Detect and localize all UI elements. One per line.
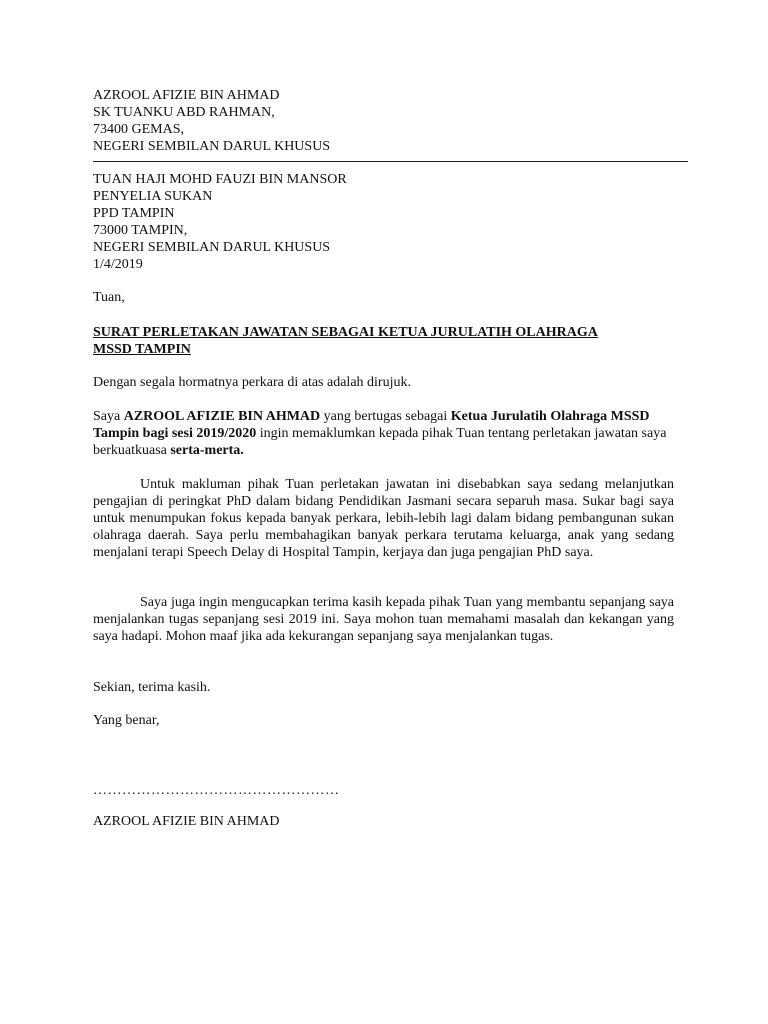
recipient-name: TUAN HAJI MOHD FAUZI BIN MANSOR: [93, 172, 347, 187]
sender-postcode-city: 73400 GEMAS,: [93, 122, 185, 137]
subject-line-1: SURAT PERLETAKAN JAWATAN SEBAGAI KETUA JURULATIH OLAHRAGA: [93, 325, 598, 340]
sender-school: SK TUANKU ABD RAHMAN,: [93, 105, 275, 120]
subject-line-2: MSSD TAMPIN: [93, 342, 191, 357]
paragraph-3: Saya juga ingin mengucapkan terima kasih kepada pihak Tuan yang membantu sepanjang saya menjalankan tugas sepanjang sesi 2019 ini. Saya mohon tuan memahami masalah dan kekangan yang saya hadapi. Mohon maaf jika ada kekurangan sepanjang saya menjalankan tugas.: [93, 595, 674, 644]
paragraph-2: Untuk makluman pihak Tuan perletakan jawatan ini disebabkan saya sedang melanjutkan pengajian di peringkat PhD dalam bidang Pendidikan Jasmani secara separuh masa. Sukar bagi saya untuk menumpukan fokus kepada banyak perkara, lebih-lebih lagi dalam bidang pembangunan sukan olahraga daerah. Saya perlu membahagikan banyak perkara terutama keluarga, anak yang sedang menjalani terapi Speech Delay di Hospital Tampin, kerjaya dan juga pengajian PhD saya.: [93, 477, 674, 560]
recipient-position: PENYELIA SUKAN: [93, 189, 213, 204]
recipient-address: [93, 171, 674, 273]
sender-state: NEGERI SEMBILAN DARUL KHUSUS: [93, 139, 331, 154]
recipient-state: NEGERI SEMBILAN DARUL KHUSUS: [93, 240, 331, 255]
sender-address: [93, 87, 674, 155]
signature-line: ……………………………………………: [93, 783, 340, 798]
paragraph-1: [93, 408, 674, 459]
para1-effective: serta-merta.: [170, 443, 244, 458]
signatory-name: AZROOL AFIZIE BIN AHMAD: [93, 814, 280, 829]
header-divider: [93, 161, 688, 162]
para1-sender-name: AZROOL AFIZIE BIN AHMAD: [123, 409, 321, 424]
closing: Sekian, terima kasih.: [93, 680, 211, 695]
intro-paragraph: Dengan segala hormatnya perkara di atas adalah dirujuk.: [93, 375, 411, 390]
letter-subject: [93, 324, 674, 358]
para1-text-2: yang bertugas sebagai: [320, 409, 451, 424]
para1-text-1: Saya: [93, 409, 124, 424]
recipient-office: PPD TAMPIN: [93, 206, 175, 221]
letter-date: 1/4/2019: [93, 257, 143, 272]
para1-role: Ketua Jurulatih Olahraga MSSD Tampin bagi sesi 2019/2020: [93, 409, 650, 441]
salutation: Tuan,: [93, 290, 125, 305]
signoff: Yang benar,: [93, 713, 160, 728]
sender-name: AZROOL AFIZIE BIN AHMAD: [93, 88, 280, 103]
para1-text-3: ingin memaklumkan kepada pihak Tuan tentang perletakan jawatan saya berkuatkuasa: [93, 426, 667, 458]
recipient-postcode-city: 73000 TAMPIN,: [93, 223, 188, 238]
